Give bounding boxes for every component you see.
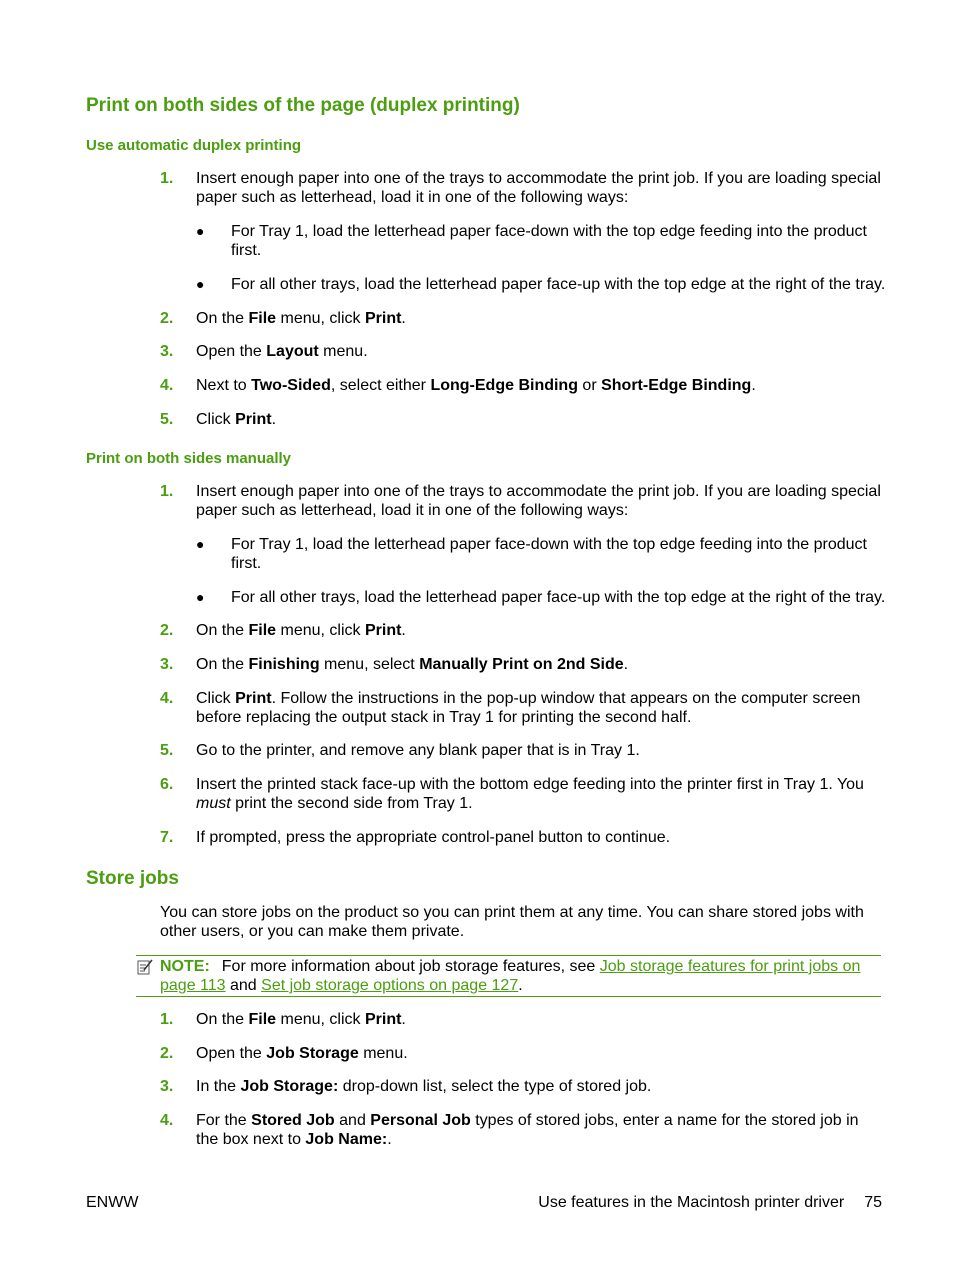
link-set-job-storage-options[interactable]: Set job storage options on page 127 [261,977,519,994]
bullet-text: For all other trays, load the letterhead paper face-up with the top edge at the right of the tray. [231,589,886,606]
step-text: Next to Two-Sided, select either Long-Edge Binding or Short-Edge Binding. [196,377,756,394]
footer-chapter: Use features in the Macintosh printer driver [538,1194,845,1211]
footer-right [538,1193,882,1212]
subsection-title-manual: Print on both sides manually [86,450,292,467]
step-text: Go to the printer, and remove any blank paper that is in Tray 1. [196,742,640,759]
section-title-duplex: Print on both sides of the page (duplex printing) [86,95,520,116]
step-text: Open the Layout menu. [196,343,368,360]
intro-paragraph: You can store jobs on the product so you can print them at any time. You can share stored jobs with other users, or you can make them private. [160,904,864,940]
step-number: 5. [160,411,174,428]
bullet-text: For all other trays, load the letterhead paper face-up with the top edge at the right of the tray. [231,276,886,293]
bullet-dot: ● [196,276,205,292]
bullet-text: For Tray 1, load the letterhead paper face-down with the top edge feeding into the product first. [231,536,867,572]
step-text: Click Print. [196,411,277,428]
step-number: 3. [160,343,174,360]
step-text: If prompted, press the appropriate control-panel button to continue. [196,829,671,846]
step-number: 2. [160,310,174,327]
step-number: 1. [160,1011,174,1028]
step-number: 4. [160,377,174,394]
step-number: 3. [160,656,174,673]
section-title-store-jobs: Store jobs [86,868,179,889]
bullet-text: For Tray 1, load the letterhead paper face-down with the top edge feeding into the product first. [231,223,867,259]
step-text: Insert the printed stack face-up with the bottom edge feeding into the printer first in Tray 1. You must print the second side from Tray 1. [196,776,864,812]
step-text: Open the Job Storage menu. [196,1045,408,1062]
bullet-dot: ● [196,536,205,552]
step-text: On the File menu, click Print. [196,1011,406,1028]
step-text: For the Stored Job and Personal Job types of stored jobs, enter a name for the stored job in the box next to Job Name:. [196,1112,859,1148]
step-text: Insert enough paper into one of the trays to accommodate the print job. If you are loading special paper such as letterhead, load it in one of the following ways: [196,170,881,206]
step-number: 5. [160,742,174,759]
footer-left: ENWW [86,1194,139,1211]
step-text: In the Job Storage: drop-down list, select the type of stored job. [196,1078,652,1095]
step-number: 3. [160,1078,174,1095]
step-text: On the File menu, click Print. [196,622,406,639]
note-label: NOTE: [160,958,210,975]
subsection-title-automatic: Use automatic duplex printing [86,137,302,154]
bullet-dot: ● [196,589,205,605]
step-text: Click Print. Follow the instructions in the pop-up window that appears on the computer screen before replacing the output stack in Tray 1 for printing the second half. [196,690,861,726]
step-text: Insert enough paper into one of the trays to accommodate the print job. If you are loading special paper such as letterhead, load it in one of the following ways: [196,483,881,519]
step-number: 1. [160,170,174,187]
step-number: 2. [160,1045,174,1062]
step-number: 1. [160,483,174,500]
page-number: 75 [864,1194,882,1211]
step-number: 7. [160,829,174,846]
note-box [136,955,881,997]
step-number: 6. [160,776,174,793]
step-number: 4. [160,1112,174,1129]
step-text: On the File menu, click Print. [196,310,406,327]
step-number: 2. [160,622,174,639]
bullet-dot: ● [196,223,205,239]
note-pad-icon [136,958,154,981]
note-text: NOTE: For more information about job storage features, see Job storage features for print jobs on page 113 and Set job storage options on page 127. [160,958,861,994]
link-job-storage-features[interactable]: Job storage features for print jobs on page 113 [160,958,861,994]
step-number: 4. [160,690,174,707]
step-text: On the Finishing menu, select Manually Print on 2nd Side. [196,656,629,673]
